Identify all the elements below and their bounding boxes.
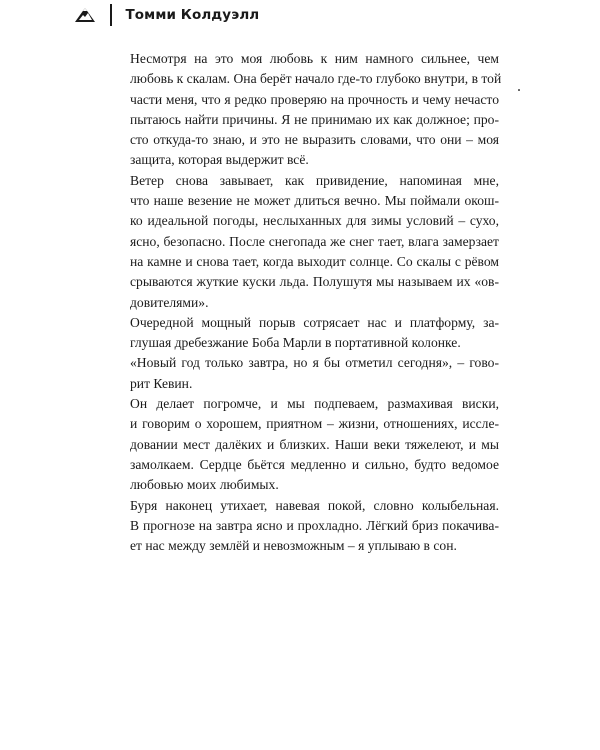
text-line: любовью моих любимых.	[130, 477, 279, 493]
paragraph-1	[107, 49, 502, 171]
text-line: довании мест далёких и близких. Наши веки тяжелеют, и мы	[130, 436, 499, 452]
paragraph-3	[107, 313, 499, 354]
paragraph-4	[107, 353, 499, 394]
text-line: Несмотря на это моя любовь к ним намного сильнее, чем	[130, 51, 499, 66]
text-line: ет нас между землёй и невозможным – я уплываю в сон.	[130, 538, 457, 554]
text-line: любовь к скалам. Она берёт начало где-то глубоко внутри, в той	[130, 71, 502, 87]
text-line: В прогнозе на завтра ясно и прохладно. Лёгкий бриз покачива-	[130, 517, 499, 533]
text-line: Буря наконец утихает, навевая покой, словно колыбельная.	[130, 497, 499, 513]
publisher-mountain-logo-icon	[74, 7, 96, 23]
text-line: Он делает погромче, и мы подпеваем, размахивая виски,	[130, 396, 499, 412]
paragraph-5	[107, 394, 499, 495]
running-head-author: Томми Колдуэлл	[125, 7, 260, 23]
header-divider	[110, 4, 112, 26]
paragraph-6	[107, 496, 499, 557]
text-line: что наше везение не может длиться вечно. Мы поймали окош-	[130, 193, 499, 209]
page-header	[74, 0, 259, 30]
text-line: защита, которая выдержит всё.	[130, 152, 309, 168]
text-line: рит Кевин.	[130, 375, 193, 391]
text-line: сто откуда-то знаю, и это не выразить словами, что они – моя	[130, 132, 499, 148]
print-speck	[518, 89, 520, 91]
text-line: глушая дребезжание Боба Марли в портативной колонке.	[130, 335, 461, 351]
text-line: замолкаем. Сердце бьётся медленно и сильно, будто ведомое	[130, 456, 499, 472]
text-line: части меня, что я редко проверяю на прочность и чему нечасто	[130, 91, 499, 107]
text-line: «Новый год только завтра, но я бы отметил сегодня», – гово-	[130, 355, 499, 371]
body-text	[107, 49, 502, 556]
text-line: Ветер снова завывает, как привидение, напоминая мне,	[130, 172, 499, 188]
paragraph-2	[107, 171, 499, 313]
text-line: на камне и снова тает, когда выходит солнце. Со скалы с рёвом	[130, 253, 499, 269]
text-line: ясно, безопасно. После снегопада же снег тает, влага замерзает	[130, 233, 499, 249]
text-line: срываются жуткие куски льда. Полушутя мы называем их «ов-	[130, 274, 499, 290]
text-line: ко идеальной погоды, неслыханных для зимы условий – сухо,	[130, 213, 499, 229]
text-line: пытаюсь найти причины. Я не принимаю их как должное; про-	[130, 111, 499, 127]
text-line: довителями».	[130, 294, 209, 310]
text-line: и говорим о хорошем, приятном – жизни, отношениях, иссле-	[130, 416, 499, 432]
text-line: Очередной мощный порыв сотрясает нас и платформу, за-	[130, 314, 499, 330]
